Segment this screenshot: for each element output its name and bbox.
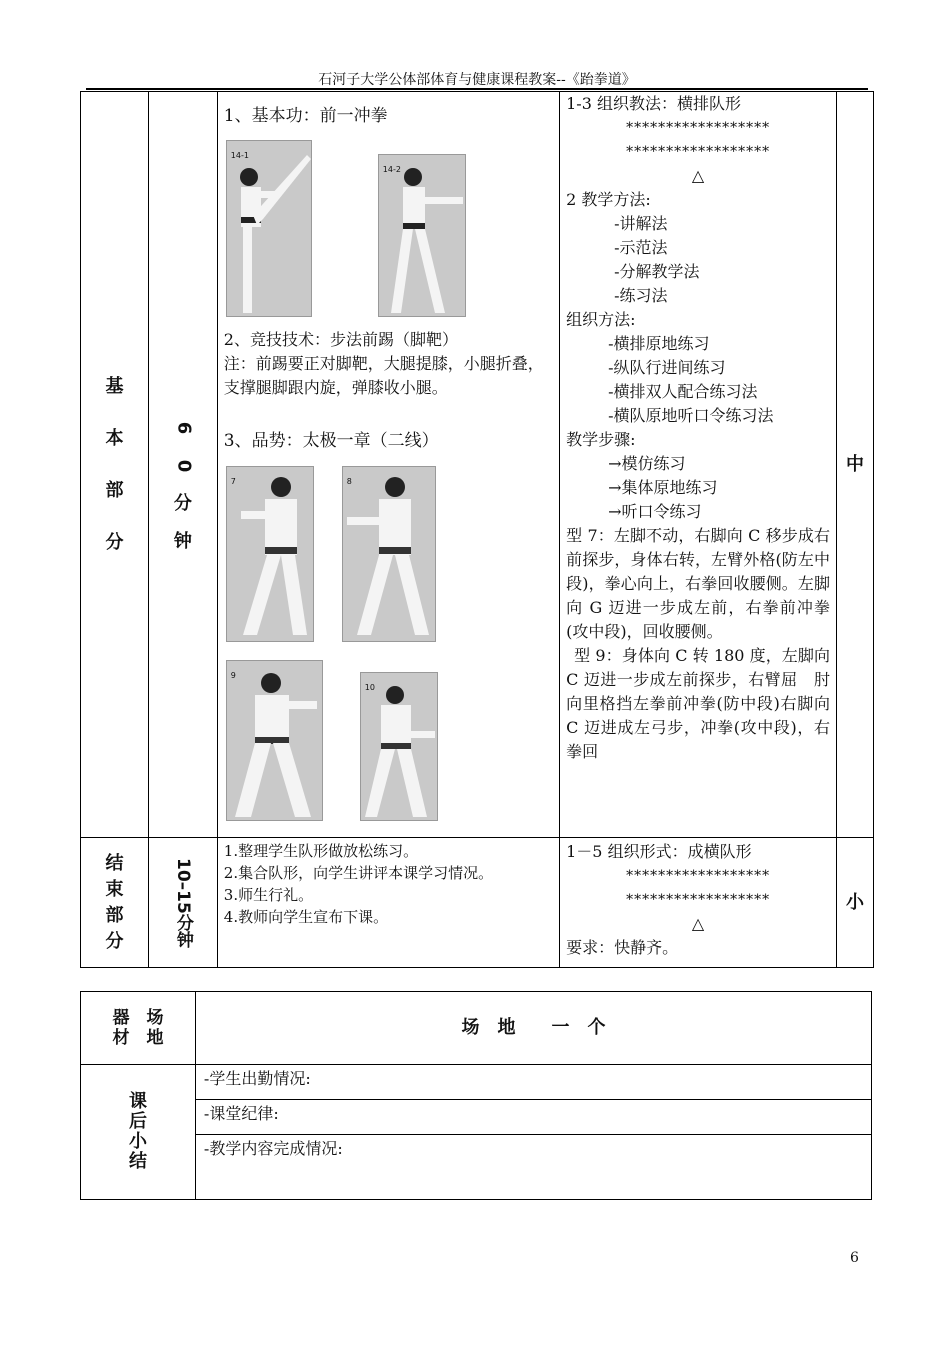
summary-table: [80, 991, 872, 1200]
summary-label: 课 后 小 结: [81, 1065, 196, 1200]
attendance-field: -学生出勤情况:: [195, 1065, 871, 1100]
equipment-value: 场 地 一 个: [195, 992, 871, 1065]
formation-stars: ******************: [626, 120, 771, 136]
photo-form-10: 10: [360, 672, 438, 821]
photo-front-kick-1: 14-1: [226, 140, 312, 317]
step-item: →模仿练习: [608, 454, 686, 473]
photo-front-kick-2: 14-2: [378, 154, 466, 317]
teach-method-item: -示范法: [614, 238, 668, 257]
form-7-description: 型 7：左脚不动，右脚向 C 移步成右前探步，身体右转，左臂外格(防左中段)，拳心向上，右拳回收腰侧。左脚向 G 迈进一步成左前，右拳前冲拳(攻中段)，回收腰侧。: [566, 526, 830, 641]
teach-method-title: 2 教学方法:: [566, 190, 651, 209]
summary-row: [81, 1135, 872, 1200]
basic-section-label: 基 本 部 分: [81, 92, 149, 838]
page-number: 6: [850, 1250, 859, 1266]
step-item: →听口令练习: [608, 502, 702, 521]
item-competition-skill: 2、竞技技术：步法前踢（脚靶） 注：前踢要正对脚靶，大腿提膝，小腿折叠，支撑腿脚跟内旋，弹膝收小腿。: [223, 330, 544, 397]
item-poomsae: 3、品势：太极一章（二线）: [223, 431, 439, 451]
form-figure: [227, 661, 323, 821]
formation-stars: ******************: [626, 144, 771, 160]
discipline-field: -课堂纪律:: [195, 1100, 871, 1135]
teach-method-item: -讲解法: [614, 214, 668, 233]
photo-form-9: 9: [226, 660, 323, 821]
org-method-item: -横队原地听口令练习法: [608, 406, 774, 425]
summary-row: [81, 1065, 872, 1100]
steps-title: 教学步骤:: [566, 430, 636, 449]
photo-form-7: 7: [226, 466, 314, 642]
ending-method-cell: [560, 838, 837, 968]
ending-org-title: 1－5 组织形式：成横队形: [566, 842, 752, 861]
basic-content-cell: [217, 92, 559, 838]
ending-intensity: 小: [837, 838, 874, 968]
form-figure: [343, 467, 436, 642]
org-method-item: -纵队行进间练习: [608, 358, 726, 377]
ending-section-label: 结 束 部 分: [81, 838, 149, 968]
header-rule: [86, 88, 868, 90]
form-figure: [227, 467, 314, 642]
ending-item: 4.教师向学生宣布下课。: [223, 908, 389, 926]
photo-form-8: 8: [342, 466, 436, 642]
basic-method-cell: [560, 92, 837, 838]
document-header: 石河子大学公体部体育与健康课程教案--《跆拳道》: [318, 72, 636, 88]
ending-item: 1.整理学生队形做放松练习。: [223, 842, 419, 860]
basic-section-row: [81, 92, 874, 838]
org-method-item: -横排双人配合练习法: [608, 382, 758, 401]
teacher-triangle: △: [691, 914, 705, 933]
ending-item: 3.师生行礼。: [223, 886, 314, 904]
org-title: 1-3 组织教法：横排队形: [566, 94, 741, 113]
lesson-table: [80, 91, 874, 968]
summary-row: [81, 1100, 872, 1135]
formation-stars: ******************: [626, 868, 771, 884]
ending-item: 2.集合队形，向学生讲评本课学习情况。: [223, 864, 494, 882]
teacher-triangle: △: [691, 166, 705, 185]
ending-section-row: [81, 838, 874, 968]
basic-intensity: 中: [837, 92, 874, 838]
basic-time-label: 6 0 分 钟: [148, 92, 217, 838]
step-item: →集体原地练习: [608, 478, 718, 497]
completion-field: -教学内容完成情况:: [195, 1135, 871, 1200]
teach-method-item: -练习法: [614, 286, 668, 305]
ending-content-cell: [217, 838, 559, 968]
equipment-label: 器 场 材 地: [81, 992, 196, 1065]
item-basic-skill: 1、基本功：前一冲拳: [223, 106, 388, 126]
org-method-title: 组织方法:: [566, 310, 636, 329]
formation-stars: ******************: [626, 892, 771, 908]
form-9-description: 型 9：身体向 C 转 180 度，左脚向 C 迈进一步成左前探步，右臂屈 肘向里格挡左拳前冲拳(防中段)右脚向 C 迈进成左弓步，冲拳(攻中段)，右拳回: [566, 646, 830, 761]
ending-requirement: 要求：快静齐。: [566, 938, 679, 957]
ending-time-label: 10–15分钟: [148, 838, 217, 968]
org-method-item: -横排原地练习: [608, 334, 710, 353]
equipment-row: [81, 992, 872, 1065]
teach-method-item: -分解教学法: [614, 262, 700, 281]
